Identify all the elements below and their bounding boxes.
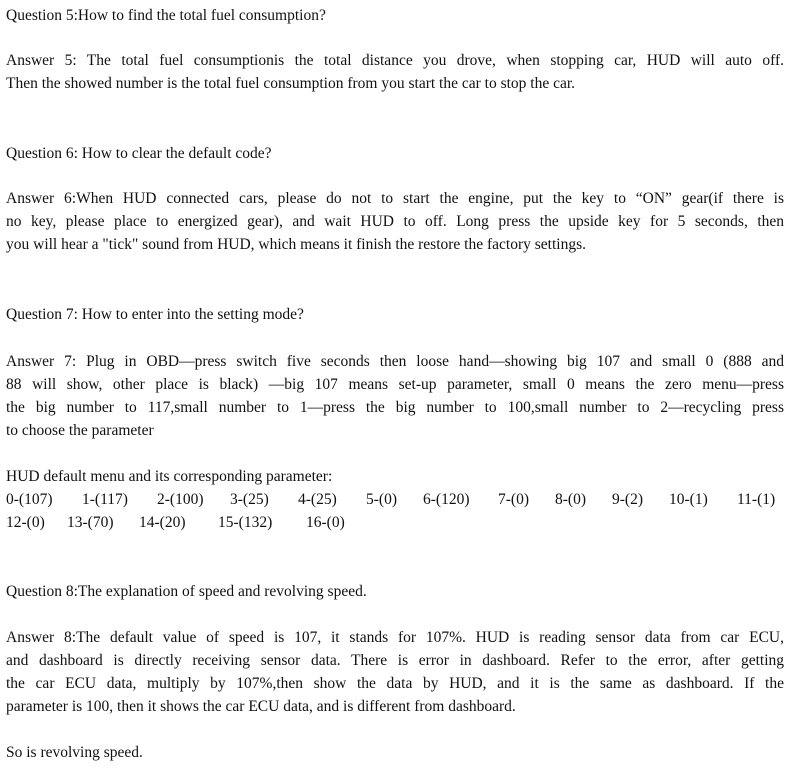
menu-item: 2-(100)	[157, 491, 204, 508]
answer-5-line-1: Answer 5: The total fuel consumptionis the total distance you drove, when stopping car, HUD will auto off.	[6, 52, 784, 69]
menu-item: 8-(0)	[555, 491, 586, 508]
question-5-title: Question 5:How to find the total fuel consumption?	[6, 7, 326, 24]
question-8-title: Question 8:The explanation of speed and revolving speed.	[6, 583, 367, 600]
answer-7-line-1: Answer 7: Plug in OBD—press switch five seconds then loose hand—showing big 107 and small 0 (888 and	[6, 353, 784, 370]
menu-row-2	[6, 512, 786, 534]
answer-6-line-1: Answer 6:When HUD connected cars, please do not to start the engine, put the key to “ON” gear(if there is	[6, 190, 784, 207]
answer-6-line-2: no key, please place to energized gear), and wait HUD to off. Long press the upside key for 5 seconds, then	[6, 213, 784, 230]
menu-item: 12-(0)	[6, 514, 45, 531]
menu-item: 5-(0)	[366, 491, 397, 508]
answer-8-line-3: the car ECU data, multiply by 107%,then show the data by HUD, and it is the same as dashboard. If the	[6, 675, 784, 692]
menu-item: 4-(25)	[298, 491, 337, 508]
menu-item: 7-(0)	[498, 491, 529, 508]
menu-item: 14-(20)	[139, 514, 186, 531]
menu-item: 15-(132)	[218, 514, 273, 531]
menu-item: 6-(120)	[423, 491, 470, 508]
menu-item: 13-(70)	[67, 514, 114, 531]
answer-8-line-2: and dashboard is directly receiving sensor data. There is error in dashboard. Refer to the error, after getting	[6, 652, 784, 669]
menu-item: 1-(117)	[82, 491, 128, 508]
menu-item: 11-(1)	[737, 491, 776, 508]
question-7-title: Question 7: How to enter into the setting mode?	[6, 306, 304, 323]
menu-item: 0-(107)	[6, 491, 53, 508]
answer-8-line-1: Answer 8:The default value of speed is 107, it stands for 107%. HUD is reading sensor data from car ECU,	[6, 629, 784, 646]
answer-7-line-3: the big number to 117,small number to 1—press the big number to 100,small number to 2—recycling press	[6, 399, 784, 416]
answer-7-line-2: 88 will show, other place is black) —big 107 means set-up parameter, small 0 means the zero menu—press	[6, 376, 784, 393]
menu-item: 9-(2)	[612, 491, 643, 508]
menu-item: 10-(1)	[669, 491, 708, 508]
menu-heading: HUD default menu and its corresponding parameter:	[6, 468, 333, 485]
answer-7-line-4: to choose the parameter	[6, 422, 154, 439]
answer-5-line-2: Then the showed number is the total fuel consumption from you start the car to stop the car.	[6, 75, 576, 92]
menu-item: 3-(25)	[230, 491, 269, 508]
answer-8-closing: So is revolving speed.	[6, 744, 143, 761]
answer-6-line-3: you will hear a "tick" sound from HUD, which means it finish the restore the factory settings.	[6, 236, 586, 253]
menu-item: 16-(0)	[306, 514, 345, 531]
menu-row-1	[6, 489, 786, 511]
question-6-title: Question 6: How to clear the default code?	[6, 145, 272, 162]
answer-8-line-4: parameter is 100, then it shows the car ECU data, and is different from dashboard.	[6, 698, 516, 715]
